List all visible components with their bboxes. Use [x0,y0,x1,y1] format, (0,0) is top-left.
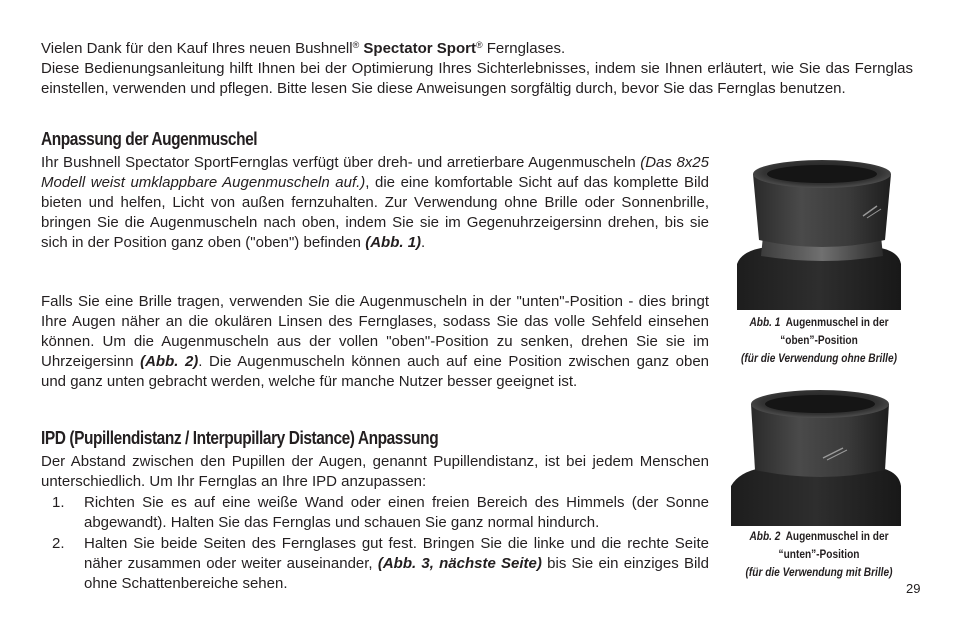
page-number: 29 [906,581,921,596]
eyecup-paragraph-1: Ihr Bushnell Spectator SportFernglas verfügt über dreh- und arretierbare Augenmuscheln (Das 8x25 Modell weist umklappbare Augenmuscheln auf.), die eine komfortable Sicht auf das komplette Bild bieten und helfen, Licht von außen fernzuhalten. Zur Verwendung ohne Brille oder Sonnenbrille, bringen Sie die Augenmuscheln nach oben, indem Sie sie im Gegenuhrzeigersinn drehen, bis sie sich in der Position ganz oben ("oben") befinden (Abb. 1). [41,154,709,251]
ipd-step: 2. Halten Sie beide Seiten des Fernglases gut fest. Bringen Sie die linke und die rechte Seite näher zusammen oder weiter auseinander, (Abb. 3, nächste Seite) bis Sie ein einziges Bild ohne Schattenbereiche sehen. [52,535,709,592]
intro [41,39,913,99]
ipd-heading: IPD (Pupillendistanz / Interpupillary Distance) Anpassung [41,428,439,448]
intro-thanks: Vielen Dank für den Kauf Ihres neuen Bushnell® Spectator Sport® Fernglases. [41,40,566,57]
eyecup-heading: Anpassung der Augenmuschel [41,129,258,149]
figure-ref-1: (Abb. 1) [365,234,422,251]
figure-caption-1: Abb. 1 Augenmuschel in der “oben”-Position (für die Verwendung ohne Brille) [741,317,897,365]
product-name: Spectator Sport [363,40,476,57]
eyecup-paragraph-2: Falls Sie eine Brille tragen, verwenden Sie die Augenmuscheln in der "unten"-Position - dies bringt Ihre Augen näher an die okulären Linsen des Fernglases, sodass Sie das volle Sehfeld einsehen können. Um die Augenmuscheln aus der vollen "oben"-Position zu senken, drehen Sie sie im Uhrzeigersinn (Abb. 2). Die Augenmuscheln können auch auf eine Position zwischen ganz oben und ganz unten gebracht werden, welche für manche Nutzer besser geeignet ist. [41,293,710,390]
ipd-paragraph: Der Abstand zwischen den Pupillen der Augen, genannt Pupillendistanz, ist bei jedem Menschen unterschiedlich. Um Ihr Fernglas an Ihre IPD anzupassen: [41,453,709,490]
figure-ref-3: (Abb. 3, nächste Seite) [377,555,542,572]
figure-caption-2: Abb. 2 Augenmuschel in der “unten”-Position (für die Verwendung mit Brille) [745,531,893,579]
ipd-steps [41,493,709,595]
ipd-step: 1. Richten Sie es auf eine weiße Wand oder einen freien Bereich des Himmels (der Sonne abgewandt). Halten Sie das Fernglas und schauen Sie ganz normal hindurch. [52,494,709,531]
intro-paragraph: Diese Bedienungsanleitung hilft Ihnen bei der Optimierung Ihres Sichterlebnisses, indem sie Ihnen erläutert, wie Sie das Fernglas einstellen, verwenden und pflegen. Bitte lesen Sie diese Anweisungen sorgfältig durch, bevor Sie das Fernglas benutzen. [41,60,913,97]
eyecup-down-photo [731,386,901,526]
eyecup-up-photo [731,152,901,310]
figure-ref-2: (Abb. 2) [140,353,199,370]
